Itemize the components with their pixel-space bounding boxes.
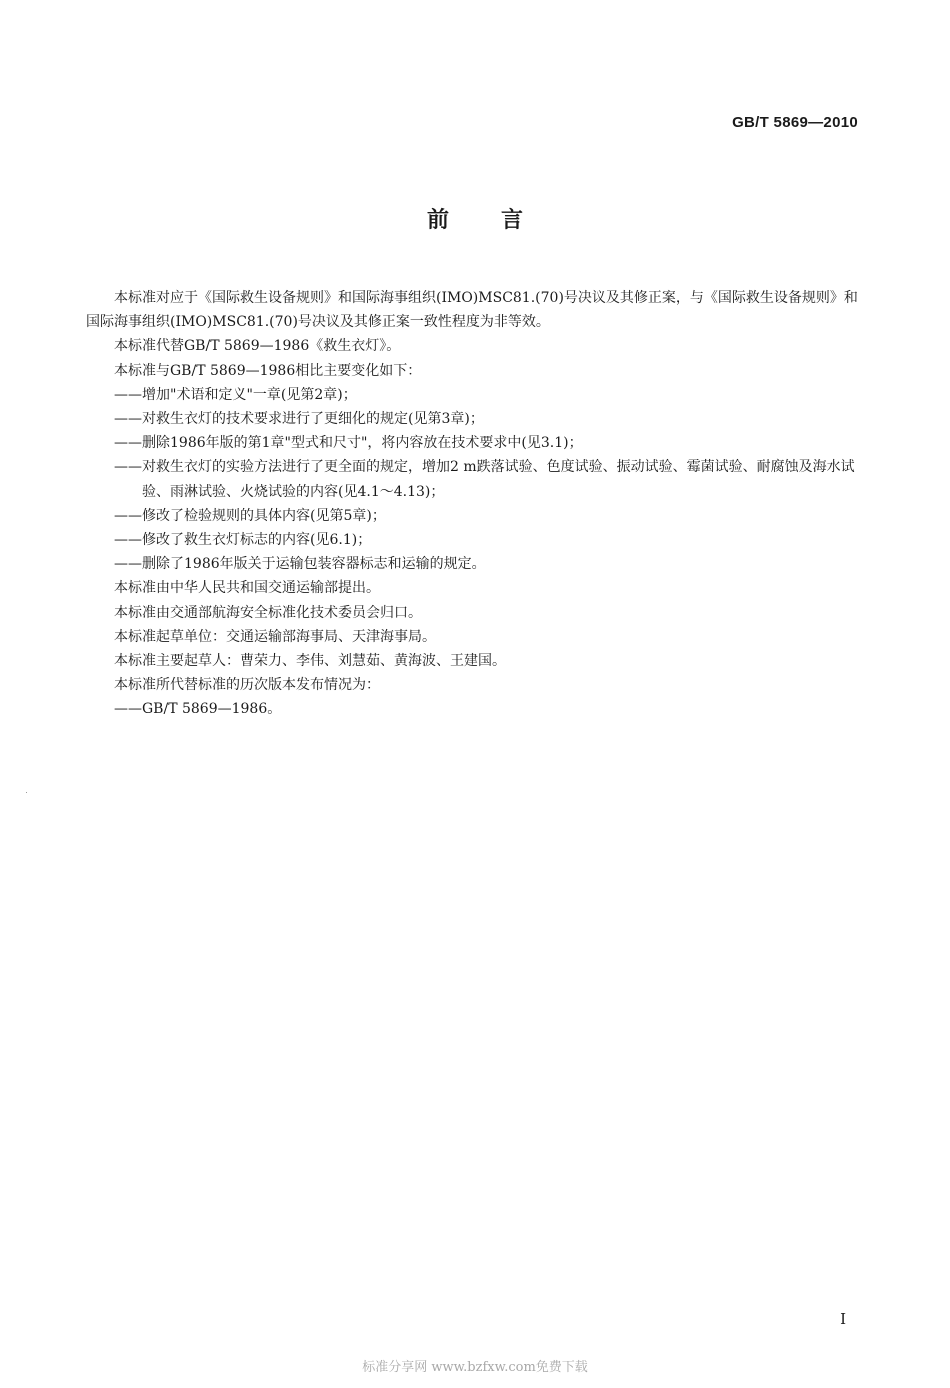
- scan-speck: [26, 792, 27, 793]
- standard-code: GB/T 5869—2010: [732, 114, 858, 131]
- change-item: ——删除了1986年版关于运输包装容器标志和运输的规定。: [114, 556, 486, 573]
- change-item: ——对救生衣灯的实验方法进行了更全面的规定，增加2 m跌落试验、色度试验、振动试验、霉菌试验、耐腐蚀及海水试验、雨淋试验、火烧试验的内容(见4.1～4.13)；: [114, 459, 855, 500]
- paragraph-history-intro: 本标准所代替标准的历次版本发布情况为：: [114, 677, 380, 694]
- page-number: I: [840, 1310, 846, 1328]
- paragraph-committee: 本标准由交通部航海安全标准化技术委员会归口。: [114, 604, 422, 621]
- change-item: ——对救生衣灯的技术要求进行了更细化的规定(见第3章)；: [114, 411, 484, 428]
- paragraph-changes-intro: 本标准与GB/T 5869—1986相比主要变化如下：: [114, 362, 422, 379]
- history-item: ——GB/T 5869—1986。: [114, 701, 282, 718]
- foreword-body: [86, 286, 866, 722]
- page-title: 前言: [426, 208, 575, 233]
- paragraph-drafting-units: 本标准起草单位：交通运输部海事局、天津海事局。: [114, 628, 436, 645]
- paragraph-drafters: 本标准主要起草人：曹荣力、李伟、刘慧茹、黄海波、王建国。: [114, 653, 506, 670]
- change-item: ——修改了救生衣灯标志的内容(见6.1)；: [114, 532, 372, 549]
- paragraph-correspondence: 本标准对应于《国际救生设备规则》和国际海事组织(IMO)MSC81.(70)号决议及其修正案，与《国际救生设备规则》和国际海事组织(IMO)MSC81.(70)号决议及其修正案一致性程度为非等效。: [86, 290, 858, 331]
- paragraph-replaces: 本标准代替GB/T 5869—1986《救生衣灯》。: [114, 338, 401, 355]
- paragraph-proposer: 本标准由中华人民共和国交通运输部提出。: [114, 580, 380, 597]
- change-item: ——删除1986年版的第1章"型式和尺寸"，将内容放在技术要求中(见3.1)；: [114, 435, 583, 452]
- change-item: ——修改了检验规则的具体内容(见第5章)；: [114, 507, 386, 524]
- change-item: ——增加"术语和定义"一章(见第2章)；: [114, 386, 357, 403]
- watermark: 标准分享网 www.bzfxw.com免费下载: [362, 1360, 588, 1375]
